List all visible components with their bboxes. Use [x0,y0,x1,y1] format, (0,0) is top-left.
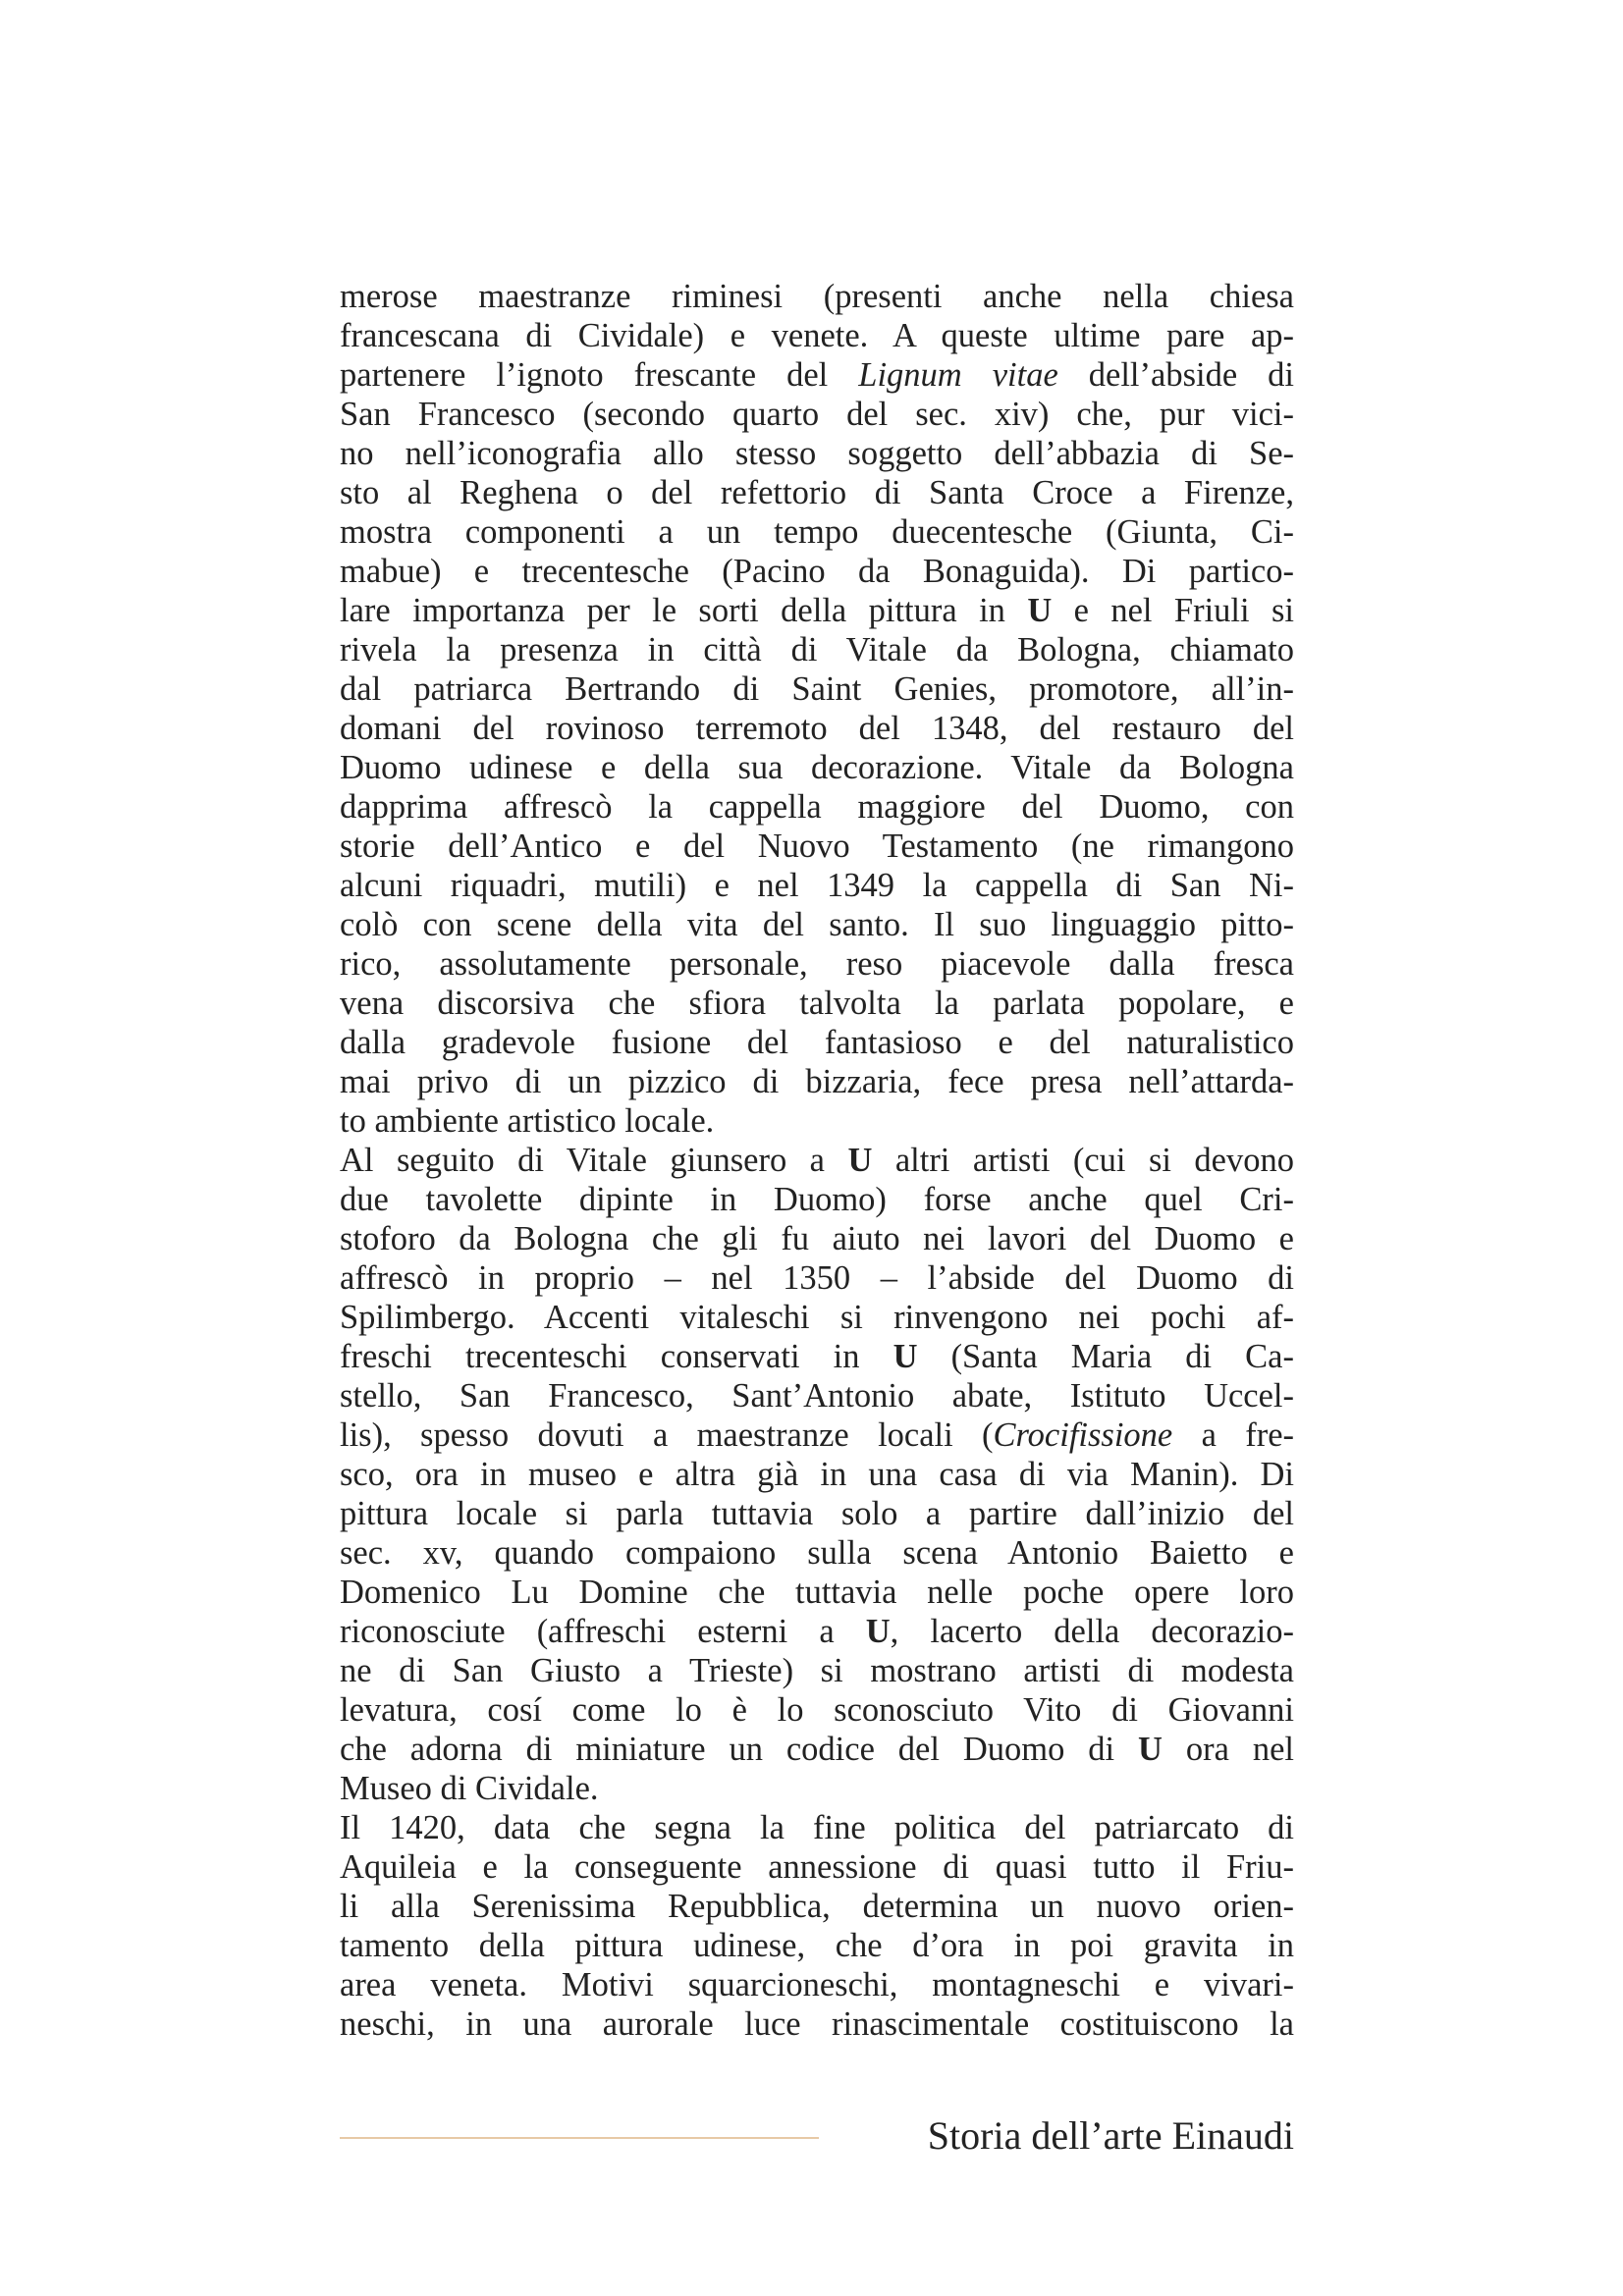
text-segment: due tavolette dipinte in Duomo) forse anche quel Cri- [340,1181,1294,1218]
text-segment: sco, ora in museo e altra già in una casa di via Manin). Di [340,1456,1294,1493]
text-segment: a fre- [1172,1416,1294,1454]
text-line [340,1141,1294,1180]
text-segment: mai privo di un pizzico di bizzaria, fece presa nell’attarda- [340,1063,1294,1100]
text-line [340,1533,1294,1573]
bold-abbrev: U [847,1142,873,1179]
text-line [340,1337,1294,1376]
text-line [340,1180,1294,1219]
body-text [340,277,1294,2044]
italic-title: Lignum vitae [858,356,1058,394]
text-segment: vena discorsiva che sfiora talvolta la parlata popolare, e [340,985,1294,1022]
text-segment: pittura locale si parla tuttavia solo a partire dall’inizio del [340,1495,1294,1532]
text-line [340,2004,1294,2044]
text-segment: levatura, cosí come lo è lo sconosciuto Vito di Giovanni [340,1691,1294,1729]
text-line [340,473,1294,512]
text-segment: rivela la presenza in città di Vitale da Bologna, chiamato [340,631,1294,668]
text-line [340,1023,1294,1062]
text-segment: mabue) e trecentesche (Pacino da Bonaguida). Di partico- [340,553,1294,590]
text-segment: no nell’iconografia allo stesso soggetto dell’abbazia di Se- [340,435,1294,472]
text-segment: area veneta. Motivi squarcioneschi, montagneschi e vivari- [340,1966,1294,2003]
text-segment: stello, San Francesco, Sant’Antonio abate, Istituto Uccel- [340,1377,1294,1415]
text-line [340,905,1294,944]
text-line [340,395,1294,434]
text-segment: rico, assolutamente personale, reso piacevole dalla fresca [340,945,1294,983]
text-line [340,1808,1294,1847]
text-line [340,748,1294,787]
text-line [340,1219,1294,1258]
text-line [340,1298,1294,1337]
footer-title: Storia dell’arte Einaudi [927,2113,1294,2158]
bold-abbrev: U [865,1613,891,1650]
text-line [340,669,1294,709]
text-line [340,1573,1294,1612]
text-segment: sec. xv, quando compaiono sulla scena Antonio Baietto e [340,1534,1294,1572]
text-line [340,1887,1294,1926]
text-segment: dapprima affrescò la cappella maggiore del Duomo, con [340,788,1294,826]
text-segment: Al seguito di Vitale giunsero a [340,1142,848,1179]
text-segment: (Santa Maria di Ca- [917,1338,1294,1375]
text-segment: Il 1420, data che segna la fine politica del patriarcato di [340,1809,1294,1846]
text-line [340,591,1294,630]
text-line [340,355,1294,395]
text-line [340,434,1294,473]
text-line [340,1101,1294,1141]
text-line [340,1376,1294,1415]
italic-title: Crocifissione [993,1416,1173,1454]
text-segment: domani del rovinoso terremoto del 1348, del restauro del [340,710,1294,747]
text-segment: alcuni riquadri, mutili) e nel 1349 la cappella di San Ni- [340,867,1294,904]
text-segment: neschi, in una aurorale luce rinascimentale costituiscono la [340,2005,1294,2043]
text-segment: colò con scene della vita del santo. Il suo linguaggio pitto- [340,906,1294,943]
bold-abbrev: U [893,1338,918,1375]
text-segment: Museo di Cividale. [340,1770,599,1807]
text-segment: stoforo da Bologna che gli fu aiuto nei lavori del Duomo e [340,1220,1294,1257]
text-segment: ne di San Giusto a Trieste) si mostrano artisti di modesta [340,1652,1294,1689]
text-segment: che adorna di miniature un codice del Duomo di [340,1731,1139,1768]
text-line [340,1769,1294,1808]
text-line [340,866,1294,905]
bold-abbrev: U [1027,592,1053,629]
text-segment: ora nel [1162,1731,1295,1768]
text-segment: dell’abside di [1057,356,1294,394]
text-segment: lare importanza per le sorti della pittura in [340,592,1028,629]
text-segment: storie dell’Antico e del Nuovo Testamento (ne rimangono [340,828,1294,865]
text-line [340,316,1294,355]
text-segment: , lacerto della decorazio- [890,1613,1294,1650]
text-line [340,1415,1294,1455]
text-line [340,1455,1294,1494]
bold-abbrev: U [1138,1731,1163,1768]
text-line [340,512,1294,552]
text-segment: tamento della pittura udinese, che d’ora in poi gravita in [340,1927,1294,1964]
text-line [340,1730,1294,1769]
text-segment: e nel Friuli si [1052,592,1295,629]
text-segment: lis), spesso dovuti a maestranze locali ( [340,1416,994,1454]
text-line [340,552,1294,591]
text-segment: freschi trecenteschi conservati in [340,1338,893,1375]
text-segment: merose maestranze riminesi (presenti anche nella chiesa [340,278,1294,315]
text-segment: li alla Serenissima Repubblica, determina un nuovo orien- [340,1888,1294,1925]
text-segment: San Francesco (secondo quarto del sec. xiv) che, pur vici- [340,396,1294,433]
text-segment: Aquileia e la conseguente annessione di quasi tutto il Friu- [340,1848,1294,1886]
text-line [340,1847,1294,1887]
text-line [340,1690,1294,1730]
text-segment: Domenico Lu Domine che tuttavia nelle poche opere loro [340,1574,1294,1611]
text-line [340,787,1294,827]
text-line [340,630,1294,669]
text-segment: francescana di Cividale) e venete. A queste ultime pare ap- [340,317,1294,354]
text-line [340,1494,1294,1533]
text-segment: partenere l’ignoto frescante del [340,356,859,394]
text-segment: to ambiente artistico locale. [340,1102,715,1140]
text-line [340,709,1294,748]
footer-divider [340,2137,819,2139]
text-segment: sto al Reghena o del refettorio di Santa Croce a Firenze, [340,474,1294,511]
text-segment: affrescò in proprio – nel 1350 – l’abside del Duomo di [340,1259,1294,1297]
text-line [340,1651,1294,1690]
text-segment: mostra componenti a un tempo duecentesche (Giunta, Ci- [340,513,1294,551]
text-line [340,277,1294,316]
text-segment: altri artisti (cui si devono [872,1142,1294,1179]
text-segment: dal patriarca Bertrando di Saint Genies, promotore, all’in- [340,670,1294,708]
text-segment: Spilimbergo. Accenti vitaleschi si rinvengono nei pochi af- [340,1299,1294,1336]
text-line [340,827,1294,866]
text-line [340,1612,1294,1651]
text-line [340,944,1294,984]
text-line [340,984,1294,1023]
text-line [340,1965,1294,2004]
text-line [340,1258,1294,1298]
text-segment: Duomo udinese e della sua decorazione. Vitale da Bologna [340,749,1294,786]
text-line [340,1926,1294,1965]
text-segment: dalla gradevole fusione del fantasioso e del naturalistico [340,1024,1294,1061]
text-segment: riconosciute (affreschi esterni a [340,1613,866,1650]
text-line [340,1062,1294,1101]
